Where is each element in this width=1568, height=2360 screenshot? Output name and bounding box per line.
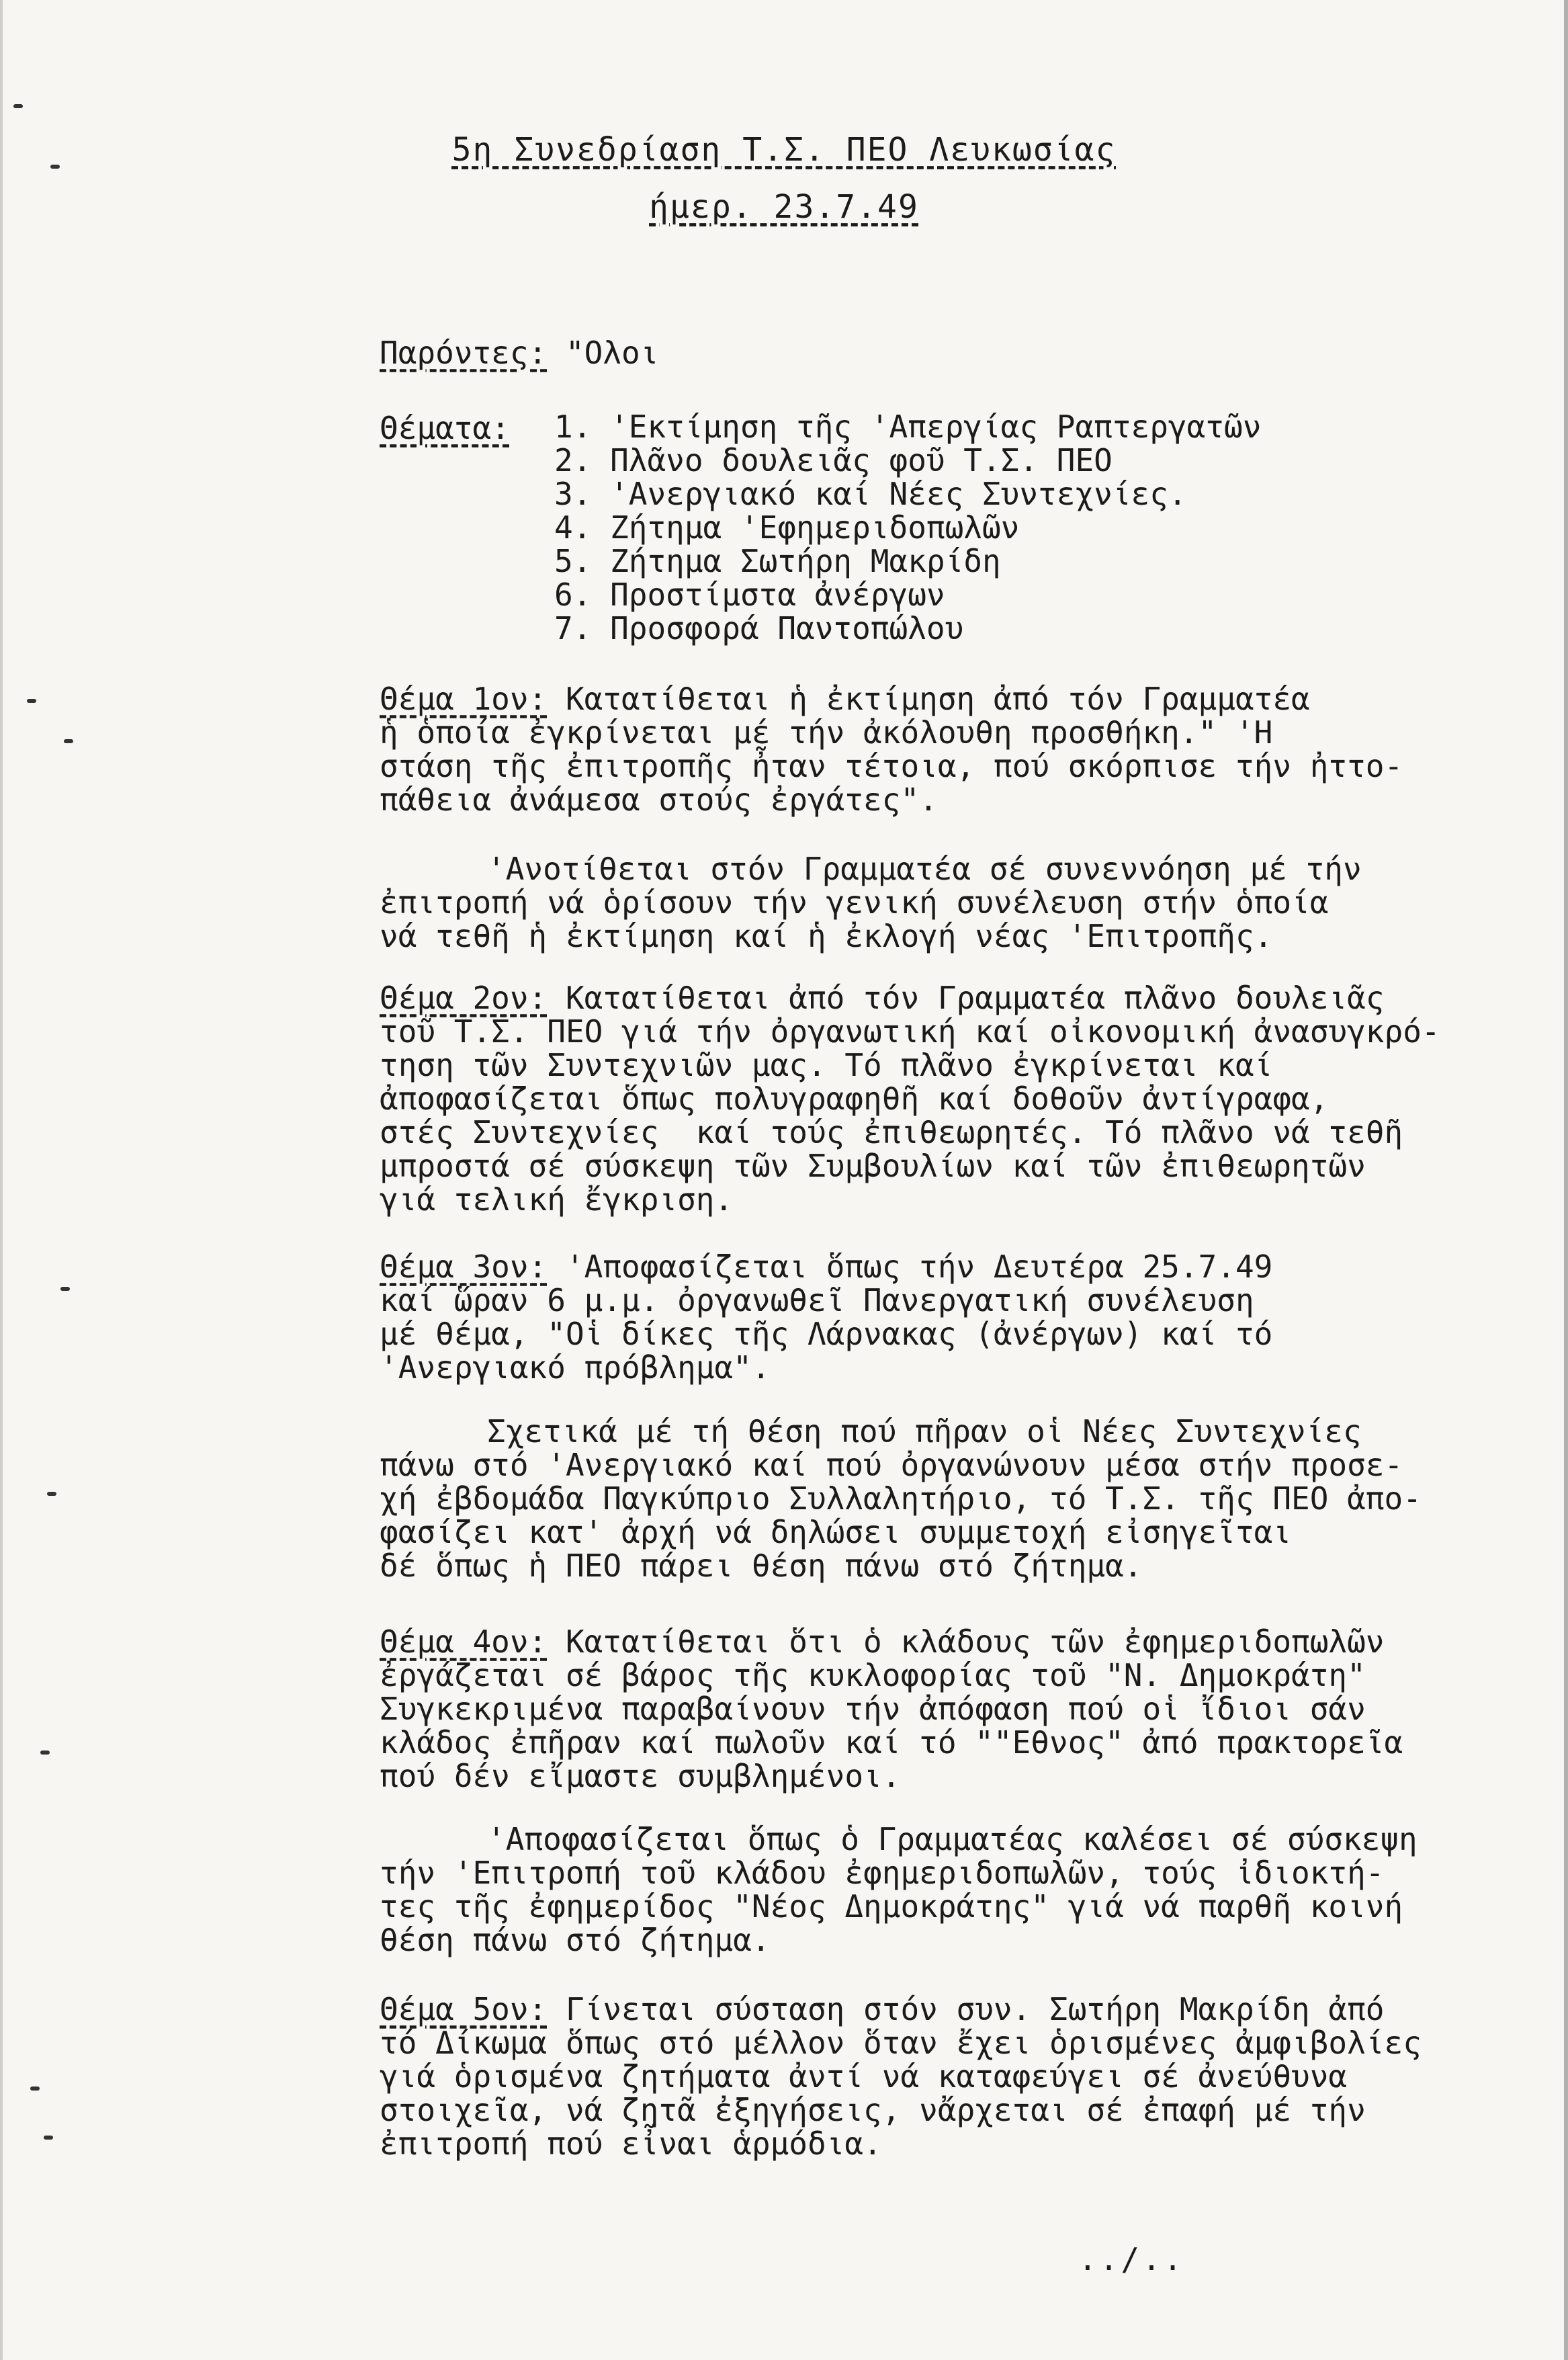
scan-speck bbox=[40, 1751, 50, 1755]
continuation-mark: ../.. bbox=[1078, 2241, 1185, 2277]
topic-1-line: στάση τῆς ἐπιτροπῆς ἦταν τέτοια, πού σκόρπισε τήν ἠττο- bbox=[380, 748, 1403, 784]
decision-line: πάνω στό 'Ανεργιακό καί πού ὀργανώνουν μέσα στήν προσε- bbox=[380, 1447, 1403, 1483]
topic-1-section bbox=[380, 682, 1508, 816]
decision-line: χή ἐβδομάδα Παγκύπριο Συλλαλητήριο, τό Τ.Σ. τῆς ΠΕΟ ἀπο- bbox=[380, 1480, 1422, 1517]
scan-edge-right bbox=[1564, 0, 1568, 2360]
decision-line: 'Αποφασίζεται ὅπως ὁ Γραμματέας καλέσει σέ σύσκεψη bbox=[487, 1821, 1418, 1857]
topic-3-decision bbox=[380, 1415, 1508, 1583]
topic-1-line: ἡ ὁποία ἐγκρίνεται μέ τήν ἀκόλουθη προσθήκη." 'Η bbox=[380, 714, 1273, 751]
topic-item: 1. 'Εκτίμηση τῆς 'Απεργίας Ραπτεργατῶν bbox=[554, 409, 1262, 445]
scan-speck bbox=[47, 1492, 56, 1496]
scan-speck bbox=[60, 1287, 70, 1291]
topic-5-line: Θέμα 5ον: Γίνεται σύσταση στόν συν. Σωτήρη Μακρίδη ἀπό bbox=[380, 1991, 1385, 2027]
topic-5-section bbox=[380, 1992, 1508, 2160]
decision-line: τες τῆς ἐφημερίδος "Νέος Δημοκράτης" γιά νά παρθῆ κοινή bbox=[380, 1888, 1403, 1925]
topic-2-label: Θέμα 2ον: bbox=[380, 980, 548, 1016]
topic-4-line: κλάδος ἐπῆραν καί πωλοῦν καί τό ""Εθνος" ἀπό πρακτορεῖα bbox=[380, 1724, 1403, 1761]
decision-line: δέ ὅπως ἡ ΠΕΟ πάρει θέση πάνω στό ζήτημα. bbox=[380, 1548, 1143, 1584]
topic-3-line: 'Ανεργιακό πρόβλημα". bbox=[380, 1349, 771, 1386]
topic-2-line: Θέμα 2ον: Κατατίθεται ἀπό τόν Γραμματέα πλᾶνο δουλειᾶς bbox=[380, 980, 1385, 1016]
scan-speck bbox=[13, 104, 23, 108]
topic-5-label: Θέμα 5ον: bbox=[380, 1991, 548, 2027]
decision-line: Σχετικά μέ τή θέση πού πῆραν οἱ Νέες Συντεχνίες bbox=[487, 1413, 1362, 1449]
scan-speck bbox=[64, 739, 73, 743]
topic-2-line: τηση τῶν Συντεχνιῶν μας. Τό πλᾶνο ἐγκρίνεται καί bbox=[380, 1047, 1273, 1083]
topic-3-line: καί ὥραν 6 μ.μ. ὀργανωθεῖ Πανεργατική συνέλευση bbox=[380, 1282, 1254, 1318]
topics-list bbox=[554, 410, 1261, 645]
scan-speck bbox=[27, 699, 36, 703]
topic-item: 5. Ζήτημα Σωτήρη Μακρίδη bbox=[554, 543, 1001, 579]
attendees-label: Παρόντες: bbox=[380, 335, 548, 371]
topic-5-line: τό Δίκωμα ὅπως στό μέλλον ὅταν ἔχει ὁρισμένες ἀμφιβολίες bbox=[380, 2025, 1422, 2061]
topic-1-line: πάθεια ἀνάμεσα στούς ἐργάτες". bbox=[380, 782, 938, 818]
topic-1-decision bbox=[380, 852, 1508, 953]
topic-item: 7. Προσφορά Παντοπώλου bbox=[554, 610, 964, 646]
topic-4-line: πού δέν εἴμαστε συμβλημένοι. bbox=[380, 1758, 901, 1794]
attendees-value: "Ολοι bbox=[565, 335, 659, 371]
scan-edge-left bbox=[0, 0, 3, 2360]
topic-2-line: στές Συντεχνίες καί τούς ἐπιθεωρητές. Τό πλᾶνο νά τεθῆ bbox=[380, 1114, 1403, 1150]
scan-speck bbox=[30, 2087, 40, 2091]
decision-line: νά τεθῆ ἡ ἐκτίμηση καί ἡ ἐκλογή νέας 'Επιτροπῆς. bbox=[380, 918, 1273, 954]
topic-1-line: Θέμα 1ον: Κατατίθεται ἡ ἐκτίμηση ἀπό τόν Γραμματέα bbox=[380, 681, 1310, 717]
meeting-date: ήμερ. 23.7.49 bbox=[649, 188, 919, 226]
topic-1-label: Θέμα 1ον: bbox=[380, 681, 548, 717]
topic-item: 3. 'Ανεργιακό καί Νέες Συντεχνίες. bbox=[554, 476, 1187, 512]
topic-2-line: γιά τελική ἔγκριση. bbox=[380, 1181, 734, 1218]
topic-5-line: γιά ὁρισμένα ζητήματα ἀντί νά καταφεύγει σέ ἀνεύθυνα bbox=[380, 2058, 1348, 2095]
decision-line: 'Ανοτίθεται στόν Γραμματέα σέ συνεννόηση μέ τήν bbox=[487, 851, 1362, 887]
topic-2-line: ἀποφασίζεται ὅπως πολυγραφηθῆ καί δοθοῦν ἀντίγραφα, bbox=[380, 1081, 1329, 1117]
topic-4-section bbox=[380, 1625, 1508, 1793]
topic-5-line: στοιχεῖα, νά ζητᾶ ἐξηγήσεις, νἄρχεται σέ ἐπαφή μέ τήν bbox=[380, 2092, 1366, 2128]
decision-line: ἐπιτροπή νά ὁρίσουν τήν γενική συνέλευση στήν ὁποία bbox=[380, 884, 1329, 921]
topic-4-label: Θέμα 4ον: bbox=[380, 1624, 548, 1660]
topic-3-section bbox=[380, 1250, 1508, 1384]
decision-line: θέση πάνω στό ζήτημα. bbox=[380, 1922, 771, 1958]
scan-speck bbox=[44, 2136, 53, 2140]
topic-5-line: ἐπιτροπή πού εἶναι ἁρμόδια. bbox=[380, 2125, 882, 2162]
topic-item: 4. Ζήτημα 'Εφημεριδοπωλῶν bbox=[554, 509, 1020, 546]
topic-4-decision bbox=[380, 1822, 1508, 1957]
topic-3-label: Θέμα 3ον: bbox=[380, 1249, 548, 1285]
topic-3-line: μέ θέμα, "Οἱ δίκες τῆς Λάρνακας (ἀνέργων) καί τό bbox=[380, 1316, 1273, 1352]
topic-item: 2. Πλᾶνο δουλειᾶς φοῦ Τ.Σ. ΠΕΟ bbox=[554, 442, 1113, 478]
topic-2-line: τοῦ Τ.Σ. ΠΕΟ γιά τήν ὀργανωτική καί οἰκονομική ἀνασυγκρό- bbox=[380, 1013, 1440, 1050]
topic-item: 6. Προστίμστα ἀνέργων bbox=[554, 577, 945, 613]
topic-2-section bbox=[380, 981, 1508, 1216]
topic-4-line: ἐργάζεται σέ βάρος τῆς κυκλοφορίας τοῦ "Ν. Δημοκράτη" bbox=[380, 1657, 1366, 1693]
topics-label: Θέματα: bbox=[380, 410, 510, 446]
decision-line: φασίζει κατ' ἀρχή νά δηλώσει συμμετοχή εἰσηγεῖται bbox=[380, 1514, 1292, 1550]
decision-line: τήν 'Επιτροπή τοῦ κλάδου ἐφημεριδοπωλῶν, τούς ἰδιοκτή- bbox=[380, 1855, 1385, 1891]
topic-4-line: Θέμα 4ον: Κατατίθεται ὅτι ὁ κλάδους τῶν ἐφημεριδοπωλῶν bbox=[380, 1624, 1385, 1660]
meeting-title: 5η Συνεδρίαση Τ.Σ. ΠΕΟ Λευκωσίας bbox=[451, 131, 1117, 169]
topic-2-line: μπροστά σέ σύσκεψη τῶν Συμβουλίων καί τῶν ἐπιθεωρητῶν bbox=[380, 1148, 1366, 1184]
attendees-section bbox=[380, 336, 1508, 370]
topic-4-line: Συγκεκριμένα παραβαίνουν τήν ἀπόφαση πού οἱ ἴδιοι σάν bbox=[380, 1691, 1366, 1727]
topic-3-line: Θέμα 3ον: 'Αποφασίζεται ὅπως τήν Δευτέρα 25.7.49 bbox=[380, 1249, 1273, 1285]
